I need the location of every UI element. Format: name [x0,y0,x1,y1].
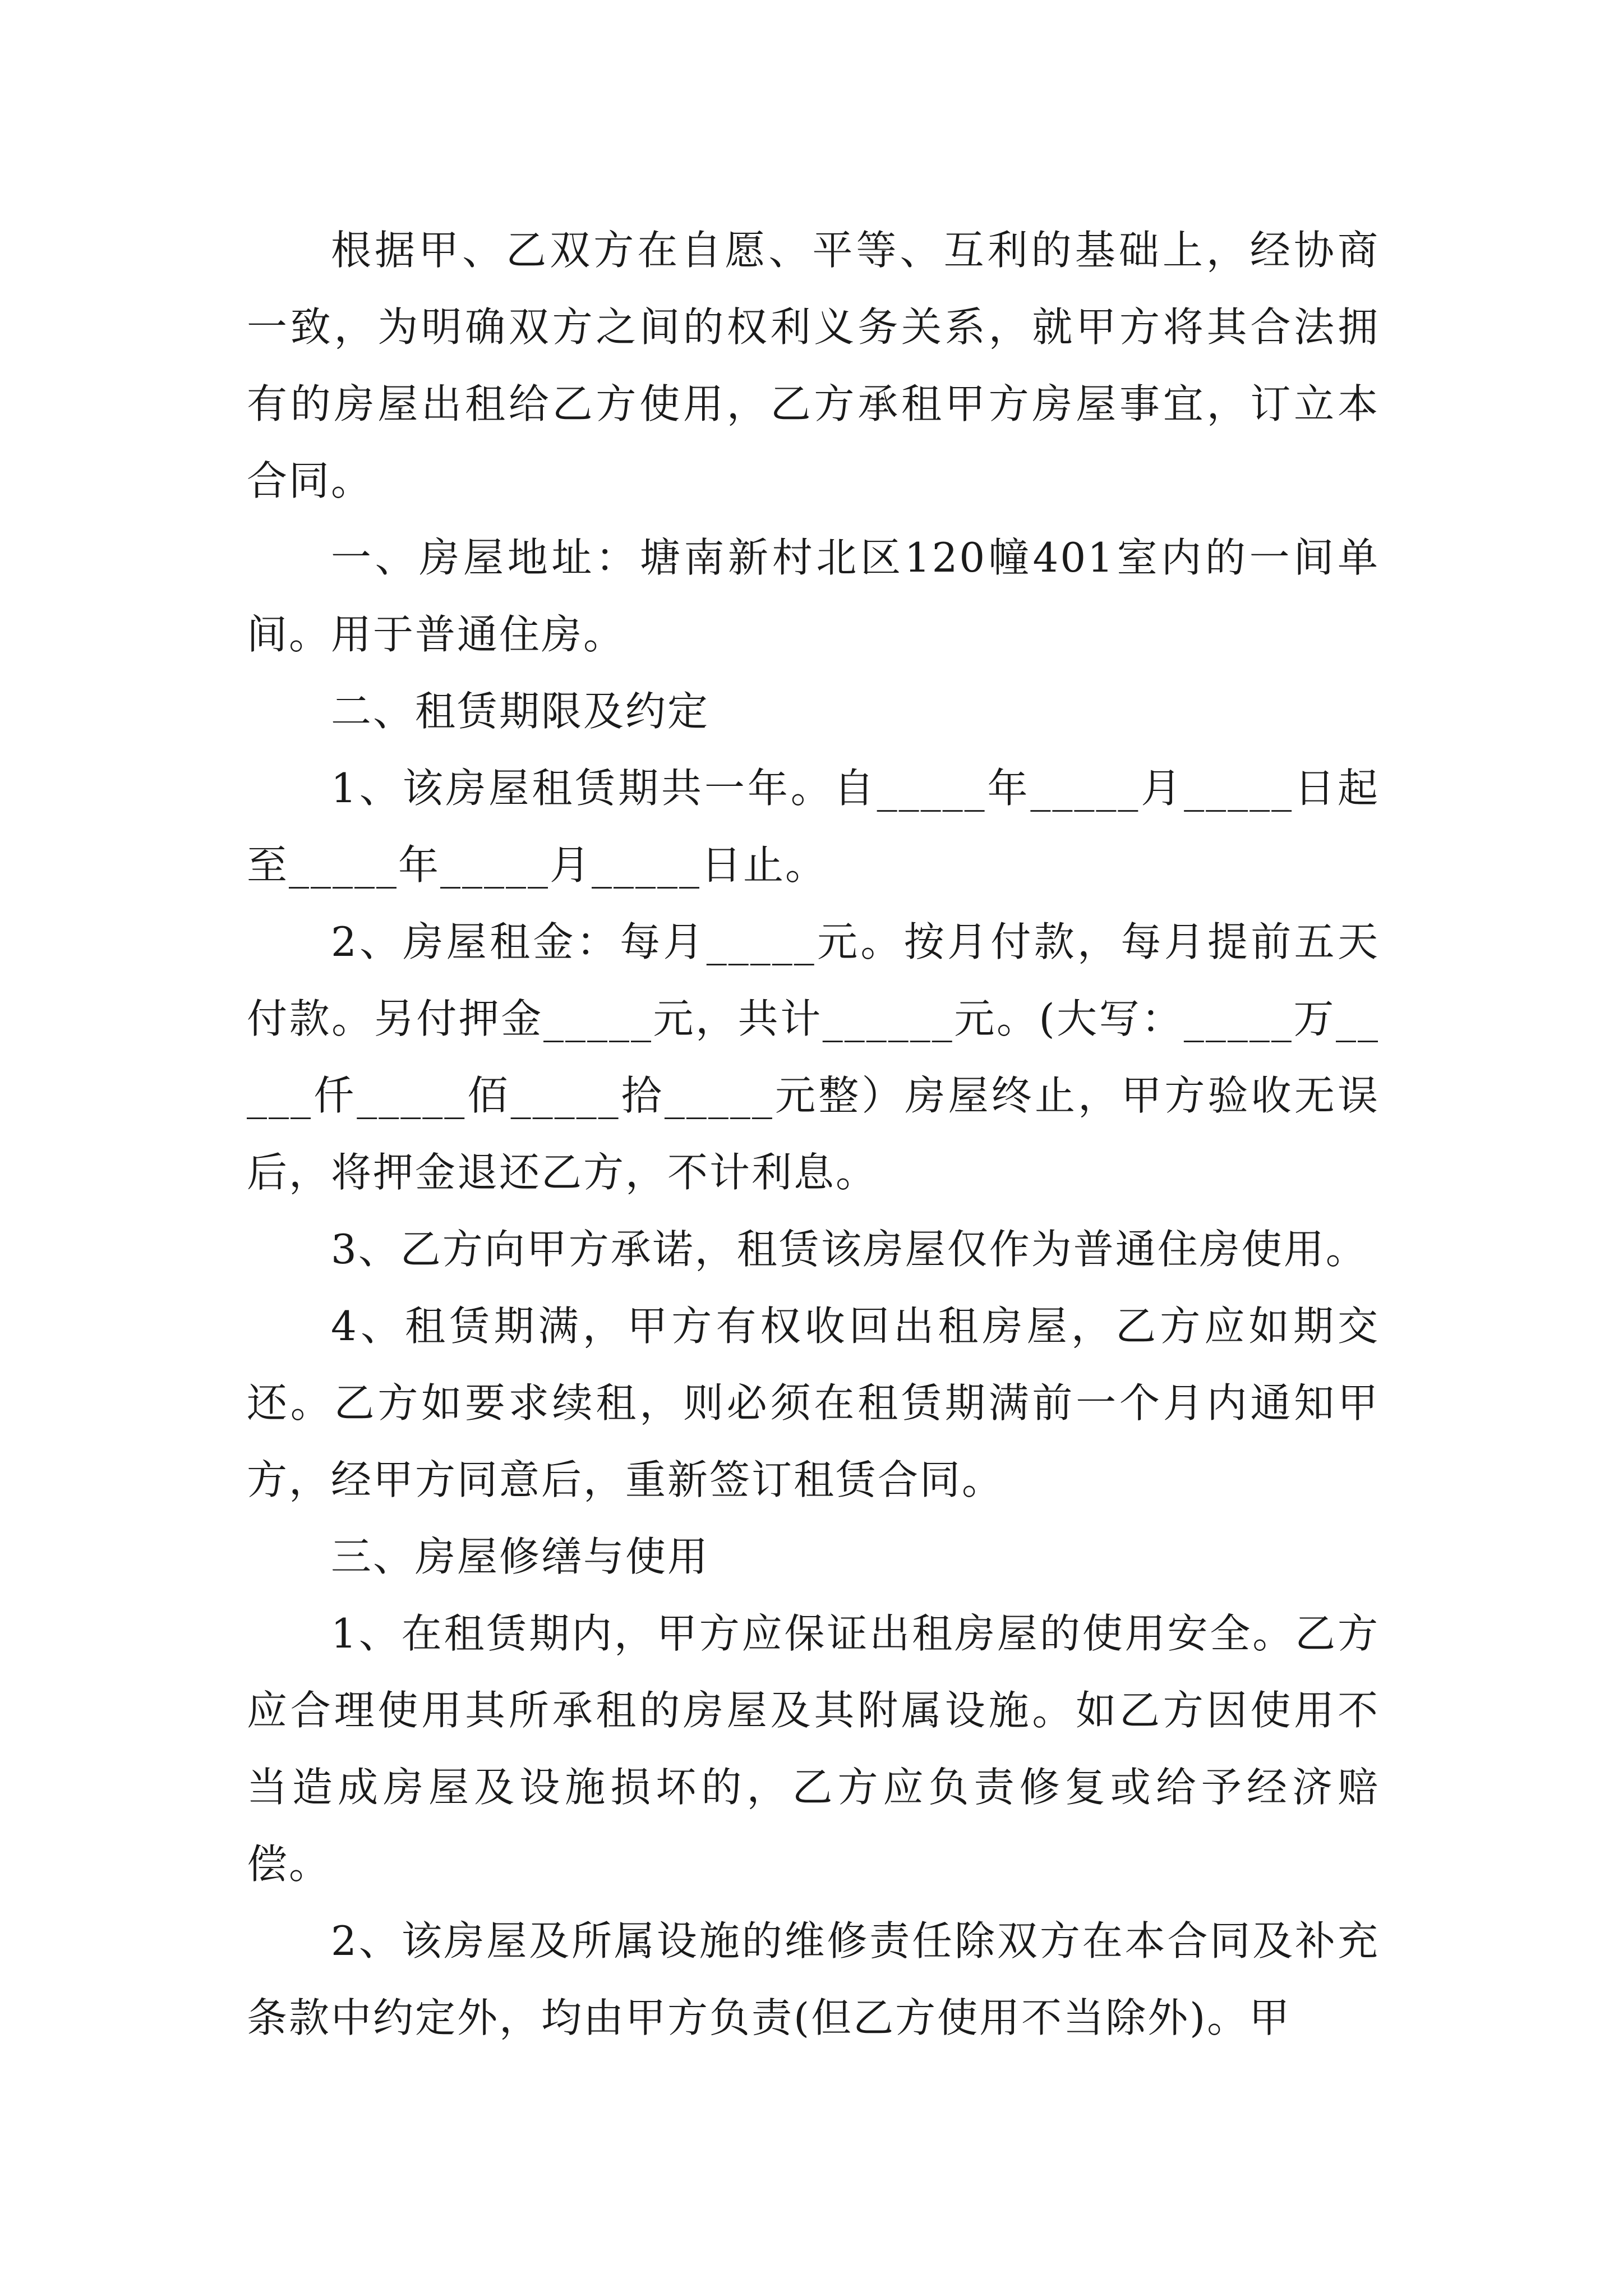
section-heading-lease-term: 二、租赁期限及约定 [331,688,710,735]
paragraph-preamble: 根据甲、乙双方在自愿、平等、互利的基础上，经协商一致，为明确双方之间的权利义务关系，就甲方将其合法拥有的房屋出租给乙方使用，乙方承租甲方房屋事宜，订立本合同。 [247,227,1380,504]
paragraph-rent: 2、房屋租金：每月_____元。按月付款，每月提前五天付款。另付押金_____元，共计______元。(大写：_____万_____仟_____佰_____拾_____元整）房屋终止，甲方验收无误后，将押金退还乙方，不计利息。 [247,918,1380,1196]
paragraph-usage-promise: 3、乙方向甲方承诺，租赁该房屋仅作为普通住房使用。 [331,1226,1368,1273]
document-body [247,212,1380,2056]
paragraph-safety: 1、在租赁期内，甲方应保证出租房屋的使用安全。乙方应合理使用其所承租的房屋及其附属设施。如乙方因使用不当造成房屋及设施损坏的，乙方应负责修复或给予经济赔偿。 [247,1610,1380,1888]
section-heading-repair-use: 三、房屋修缮与使用 [331,1533,710,1580]
paragraph-lease-expiry: 4、租赁期满，甲方有权收回出租房屋，乙方应如期交还。乙方如要求续租，则必须在租赁期满前一个月内通知甲方，经甲方同意后，重新签订租赁合同。 [247,1303,1380,1503]
paragraph-lease-period: 1、该房屋租赁期共一年。自_____年_____月_____日起至_____年_____月_____日止。 [247,765,1380,889]
paragraph-maintenance: 2、该房屋及所属设施的维修责任除双方在本合同及补充条款中约定外，均由甲方负责(但乙方使用不当除外)。甲 [247,1917,1380,2041]
paragraph-address: 一、房屋地址：塘南新村北区120幢401室内的一间单间。用于普通住房。 [247,534,1380,658]
